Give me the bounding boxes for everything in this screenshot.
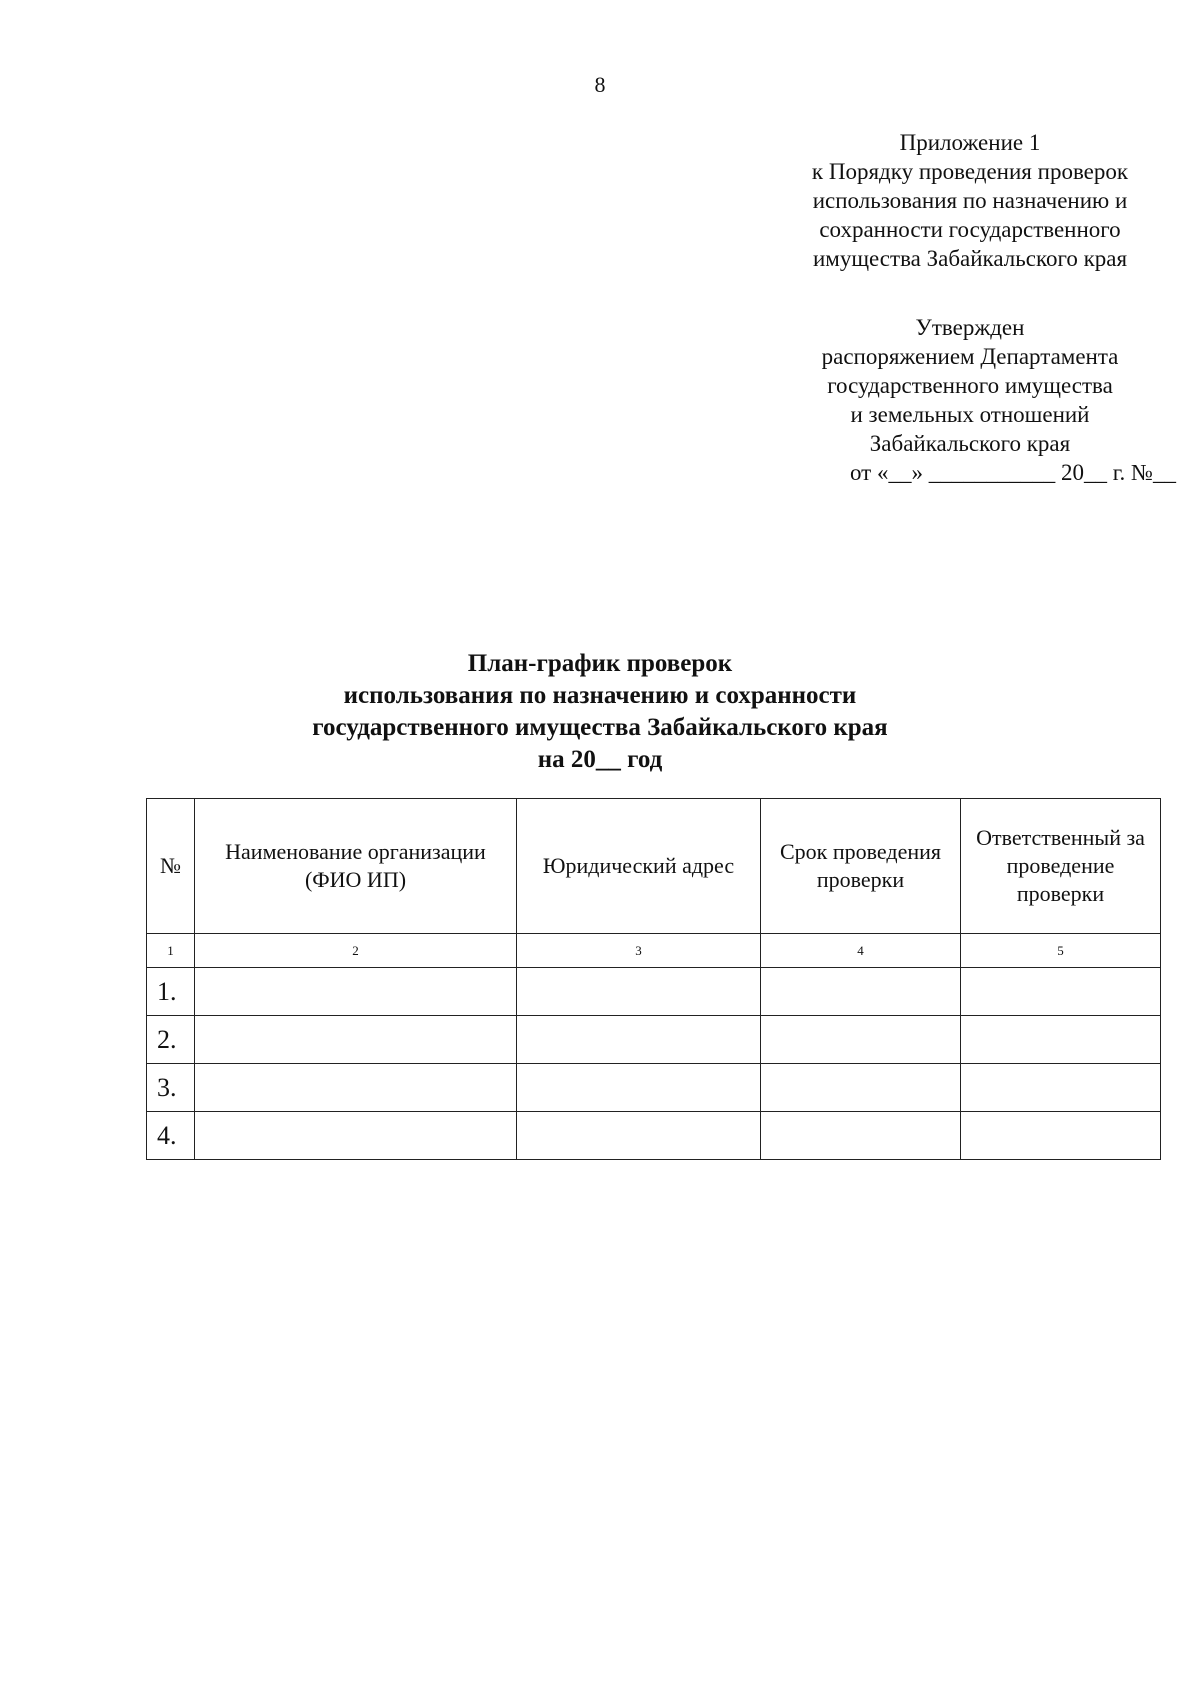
annex-block <box>760 128 1180 273</box>
cell-organization-name <box>195 1016 517 1064</box>
title-line: План-график проверок <box>467 650 733 677</box>
table-row <box>147 1112 1161 1160</box>
approval-title: Утвержден <box>915 315 1025 340</box>
inspection-schedule-table <box>146 798 1161 1160</box>
cell-organization-name <box>195 1064 517 1112</box>
table-row <box>147 968 1161 1016</box>
annex-line: использования по назначению и <box>812 188 1128 213</box>
annex-line: имущества Забайкальского края <box>812 246 1128 271</box>
column-index-row <box>147 934 1161 968</box>
cell-organization-name <box>195 1112 517 1160</box>
approval-line: государственного имущества <box>827 373 1113 398</box>
column-index: 3 <box>517 934 761 968</box>
column-index: 2 <box>195 934 517 968</box>
cell-inspection-term <box>761 1064 961 1112</box>
header-responsible: Ответственный за проведение проверки <box>961 799 1161 934</box>
title-line: государственного имущества Забайкальского края <box>312 714 888 741</box>
table-row <box>147 1016 1161 1064</box>
cell-legal-address <box>517 968 761 1016</box>
approval-date-line: от «__» ___________ 20__ г. №__ <box>849 460 1176 485</box>
title-line: использования по назначению и сохранности <box>343 682 857 709</box>
header-organization-name: Наименование организации (ФИО ИП) <box>195 799 517 934</box>
annex-line: к Порядку проведения проверок <box>811 159 1129 184</box>
row-number: 1. <box>147 968 195 1016</box>
column-index: 5 <box>961 934 1161 968</box>
cell-responsible <box>961 1016 1161 1064</box>
approval-line: распоряжением Департамента <box>821 344 1119 369</box>
annex-title: Приложение 1 <box>899 130 1041 155</box>
row-number: 3. <box>147 1064 195 1112</box>
annex-line: сохранности государственного <box>819 217 1121 242</box>
cell-inspection-term <box>761 1112 961 1160</box>
title-line: на 20__ год <box>537 746 663 773</box>
table-header-row <box>147 799 1161 934</box>
row-number: 2. <box>147 1016 195 1064</box>
page-number: 8 <box>594 72 606 97</box>
cell-responsible <box>961 1064 1161 1112</box>
cell-legal-address <box>517 1112 761 1160</box>
cell-inspection-term <box>761 1016 961 1064</box>
cell-legal-address <box>517 1064 761 1112</box>
approval-line: Забайкальского края <box>869 431 1071 456</box>
document-title <box>0 648 1200 776</box>
header-legal-address: Юридический адрес <box>517 799 761 934</box>
cell-responsible <box>961 1112 1161 1160</box>
cell-responsible <box>961 968 1161 1016</box>
cell-inspection-term <box>761 968 961 1016</box>
header-inspection-term: Срок проведения проверки <box>761 799 961 934</box>
row-number: 4. <box>147 1112 195 1160</box>
column-index: 1 <box>147 934 195 968</box>
table-row <box>147 1064 1161 1112</box>
cell-organization-name <box>195 968 517 1016</box>
cell-legal-address <box>517 1016 761 1064</box>
column-index: 4 <box>761 934 961 968</box>
header-number: № <box>147 799 195 934</box>
approval-block <box>760 313 1180 487</box>
approval-line: и земельных отношений <box>850 402 1090 427</box>
